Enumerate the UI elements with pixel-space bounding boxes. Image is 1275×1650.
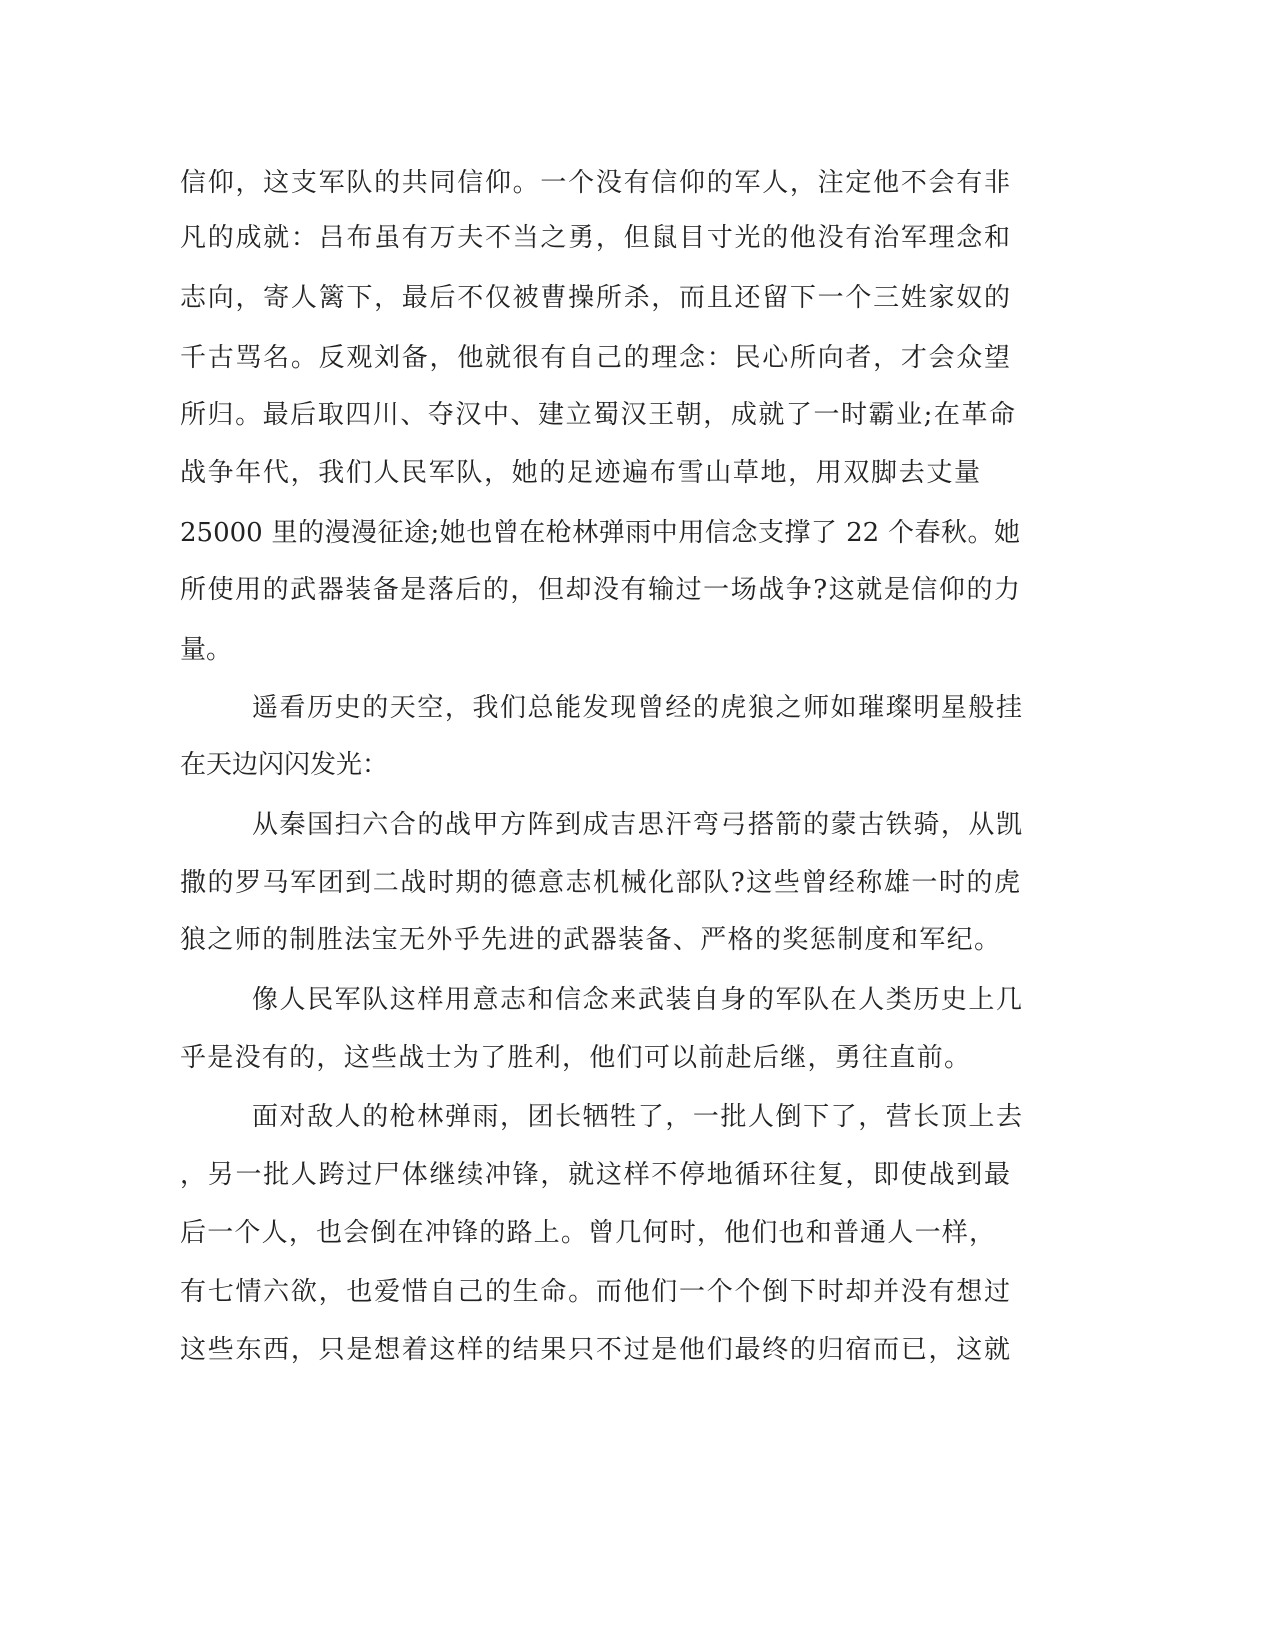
text-line: 量。 bbox=[180, 635, 233, 665]
text-line: 志向，寄人篱下，最后不仅被曹操所杀，而且还留下一个三姓家奴的 bbox=[180, 283, 1010, 313]
text-line: 所使用的武器装备是落后的，但却没有输过一场战争?这就是信仰的力 bbox=[180, 575, 1020, 605]
text-line: 从秦国扫六合的战甲方阵到成吉思汗弯弓搭箭的蒙古铁骑，从凯 bbox=[252, 810, 1022, 840]
text-line: 面对敌人的枪林弹雨，团长牺牲了，一批人倒下了，营长顶上去 bbox=[252, 1102, 1022, 1132]
text-line: 千古骂名。反观刘备，他就很有自己的理念：民心所向者，才会众望 bbox=[180, 343, 1010, 373]
text-line: 凡的成就：吕布虽有万夫不当之勇，但鼠目寸光的他没有治军理念和 bbox=[180, 223, 1010, 253]
text-line: 这些东西，只是想着这样的结果只不过是他们最终的归宿而已，这就 bbox=[180, 1335, 1010, 1365]
text-line: 撒的罗马军团到二战时期的德意志机械化部队?这些曾经称雄一时的虎 bbox=[180, 868, 1020, 898]
text-line: 后一个人，也会倒在冲锋的路上。曾几何时，他们也和普通人一样， bbox=[180, 1218, 995, 1248]
text-line: 狼之师的制胜法宝无外乎先进的武器装备、严格的奖惩制度和军纪。 bbox=[180, 925, 1000, 955]
text-line: 乎是没有的，这些战士为了胜利，他们可以前赴后继，勇往直前。 bbox=[180, 1043, 970, 1073]
text-line: 信仰，这支军队的共同信仰。一个没有信仰的军人，注定他不会有非 bbox=[180, 168, 1010, 198]
text-line: ，另一批人跨过尸体继续冲锋，就这样不停地循环往复，即使战到最 bbox=[180, 1160, 1010, 1190]
text-line: 像人民军队这样用意志和信念来武装自身的军队在人类历史上几 bbox=[252, 985, 1022, 1015]
text-line: 有七情六欲，也爱惜自己的生命。而他们一个个倒下时却并没有想过 bbox=[180, 1277, 1010, 1307]
text-line: 在天边闪闪发光： bbox=[180, 750, 389, 780]
text-line: 战争年代，我们人民军队，她的足迹遍布雪山草地，用双脚去丈量 bbox=[180, 458, 980, 488]
text-line: 所归。最后取四川、夺汉中、建立蜀汉王朝，成就了一时霸业;在革命 bbox=[180, 400, 1015, 430]
text-line: 遥看历史的天空，我们总能发现曾经的虎狼之师如璀璨明星般挂 bbox=[252, 693, 1022, 723]
text-line: 25000 里的漫漫征途;她也曾在枪林弹雨中用信念支撑了 22 个春秋。她 bbox=[180, 518, 1020, 548]
